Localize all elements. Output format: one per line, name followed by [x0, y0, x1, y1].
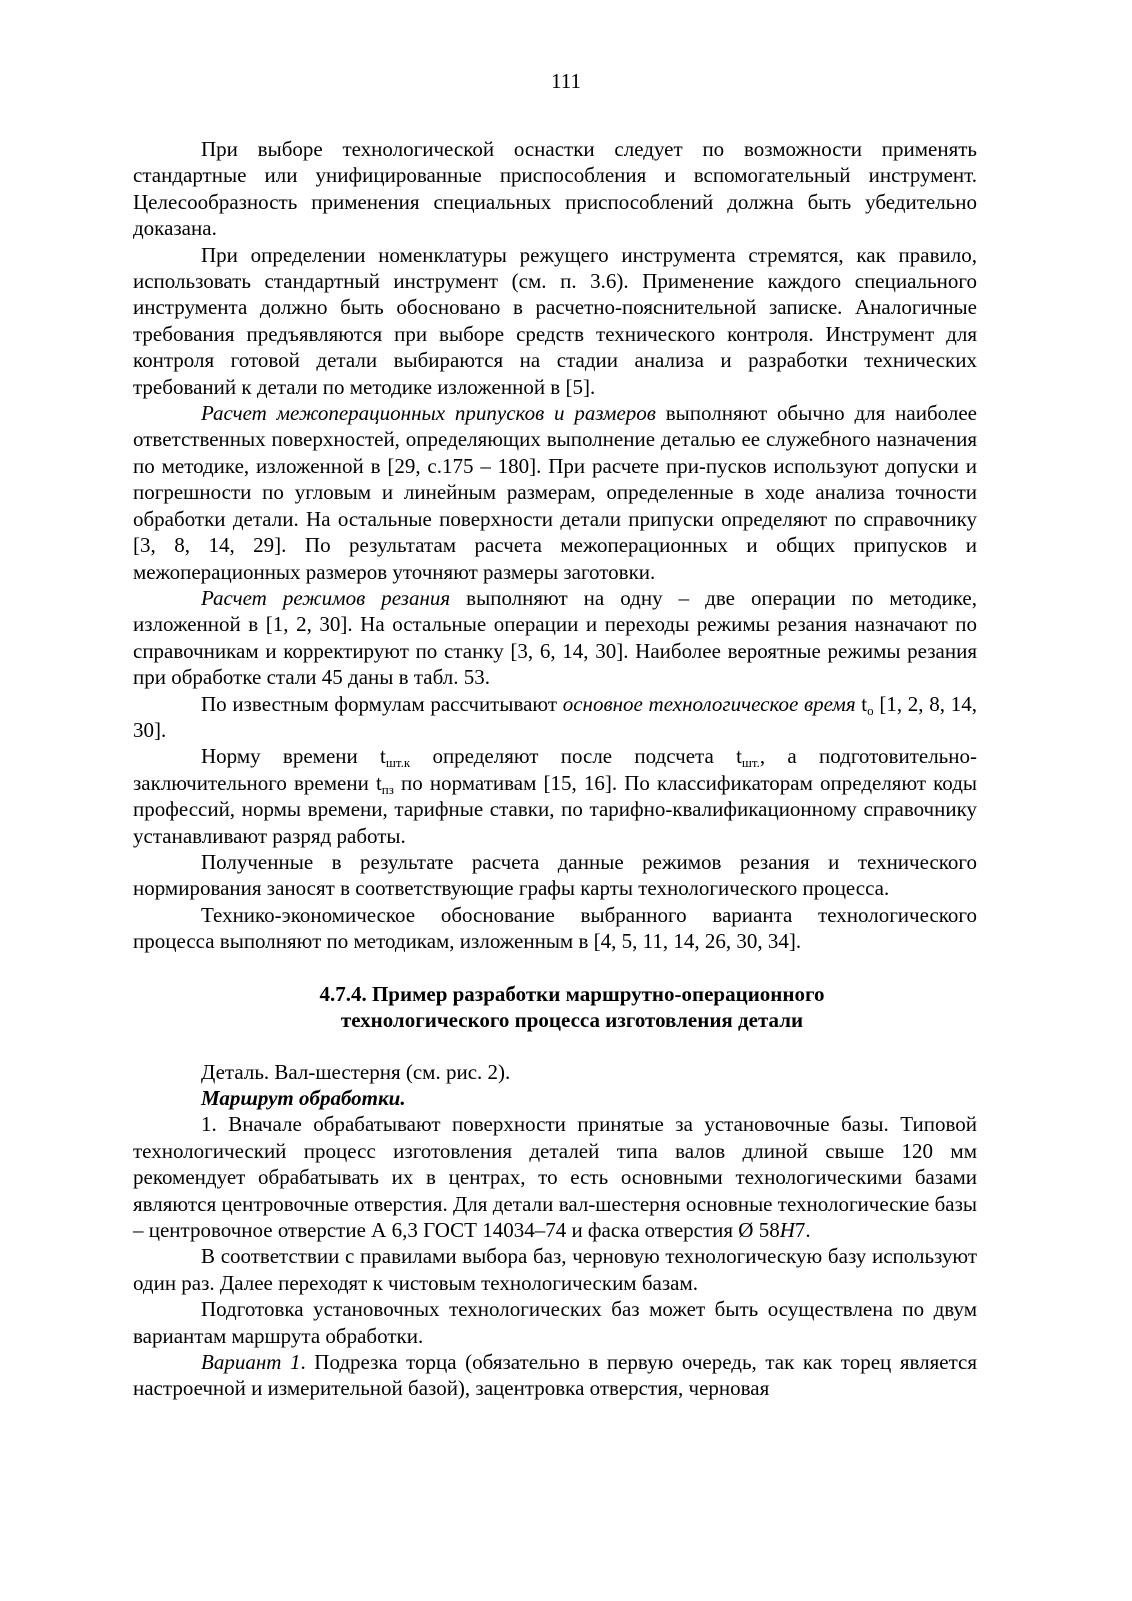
- paragraph-text: . Подрезка торца (обязательно в первую очередь, так как торец является настроечной и измерительной базой), зацентровка отверстия, черновая: [133, 1350, 977, 1401]
- paragraph-text: определяют после подсчета t: [410, 744, 742, 769]
- emphasis: основное технологическое время: [562, 691, 856, 716]
- paragraph-text: [1, 2, 8, 14, 30].: [133, 691, 977, 742]
- paragraph-text: Норму времени t: [201, 744, 386, 769]
- paragraph: [133, 1111, 977, 1243]
- paragraph-text: 7.: [794, 1218, 811, 1243]
- paragraph: [133, 1085, 977, 1111]
- symbol: t: [855, 691, 868, 716]
- subscript: о: [867, 702, 874, 718]
- paragraph: [133, 691, 977, 744]
- route-title: Маршрут обработки.: [201, 1086, 406, 1110]
- paragraph: [133, 585, 977, 691]
- paragraph: При определении номенклатуры режущего инструмента стремятся, как правило, использовать стандартный инструмент (см. п. 3.6). Применение каждого специального инструмента должно быть обосновано в расчетно-пояснительной записке. Аналогичные требования предъявляются при выборе средств технического контроля. Инструмент для контроля готовой детали выбираются на стадии анализа и разработки технических требований к детали по методике изложенной в [5].: [133, 242, 977, 399]
- paragraph: [133, 1349, 977, 1402]
- paragraph: Подготовка установочных технологических баз может быть осуществлена по двум вариантам маршрута обработки.: [133, 1297, 977, 1348]
- paragraph-text: По известным формулам рассчитывают: [201, 691, 563, 716]
- paragraph-text: выполняют обычно для наиболее ответственных поверхностей, определяющих выполнение деталью ее служебного назначения по методике, изложенной в [29, с.175 – 180]. При расчете при-пусков используют допуски и погрешности по угловым и линейным размерам, определенные в ходе анализа точности обработки детали. На остальные поверхности детали припуски определяют по справочнику [3, 8, 14, 29]. По результатам расчета межоперационных и общих припусков и межоперационных размеров уточняют размеры заготовки.: [133, 401, 977, 584]
- subscript: пз: [381, 781, 394, 797]
- emphasis: Расчет межоперационных припусков и размеров: [201, 401, 656, 426]
- heading-line: технологического процесса изготовления детали: [340, 1007, 804, 1032]
- emphasis: H: [779, 1218, 795, 1243]
- page-number: 111: [551, 69, 581, 93]
- paragraph: В соответствии с правилами выбора баз, черновую технологическую базу используют один раз. Далее переходят к чистовым технологическим базам.: [133, 1244, 977, 1295]
- paragraph: Деталь. Вал-шестерня (см. рис. 2).: [201, 1059, 511, 1084]
- paragraph: [133, 743, 977, 849]
- paragraph: Полученные в результате расчета данные режимов резания и технического нормирования заносят в соответствующие графы карты технологического процесса.: [133, 849, 977, 901]
- document-body: [133, 136, 977, 1402]
- emphasis: Вариант 1: [201, 1350, 301, 1375]
- paragraph-text: 1. Вначале обрабатывают поверхности принятые за установочные базы. Типовой технологический процесс изготовления деталей типа валов длиной свыше 120 мм рекомендует обрабатывать их в центрах, то есть основными технологическими базами являются центровочные отверстия. Для детали вал-шестерня основные технологические базы – центровочное отверстие А 6,3 ГОСТ 14034–74 и фаска отверстия Ø 58: [133, 1112, 977, 1243]
- subscript: шт.: [741, 755, 760, 771]
- subscript: шт.к: [385, 755, 411, 771]
- paragraph-text: , а подготовительно-заключительного времени t: [133, 744, 977, 795]
- spacer: [133, 1033, 977, 1059]
- paragraph-text: выполняют на одну – две операции по методике, изложенной в [1, 2, 30]. На остальные операции и переходы режимы резания назначают по справочникам и корректируют по станку [3, 6, 14, 30]. Наиболее вероятные режимы резания при обработке стали 45 даны в табл. 53.: [133, 585, 977, 690]
- emphasis: Расчет режимов резания: [201, 585, 451, 610]
- section-heading: [133, 981, 977, 1033]
- heading-line: 4.7.4. Пример разработки маршрутно-операционного: [319, 981, 825, 1006]
- paragraph: При выборе технологической оснастки следует по возможности применять стандартные или унифицированные приспособления и вспомогательный инструмент. Целесообразность применения специальных приспособлений должна быть убедительно доказана.: [133, 137, 977, 241]
- paragraph-text: по нормативам [15, 16]. По классификаторам определяют коды профессий, нормы времени, тарифные ставки, по тарифно-квалификационному справочнику устанавливают разряд работы.: [133, 770, 978, 848]
- spacer: [133, 955, 977, 981]
- paragraph: [133, 400, 977, 585]
- paragraph: Технико-экономическое обоснование выбранного варианта технологического процесса выполняют по методикам, изложенным в [4, 5, 11, 14, 26, 30, 34].: [133, 902, 977, 954]
